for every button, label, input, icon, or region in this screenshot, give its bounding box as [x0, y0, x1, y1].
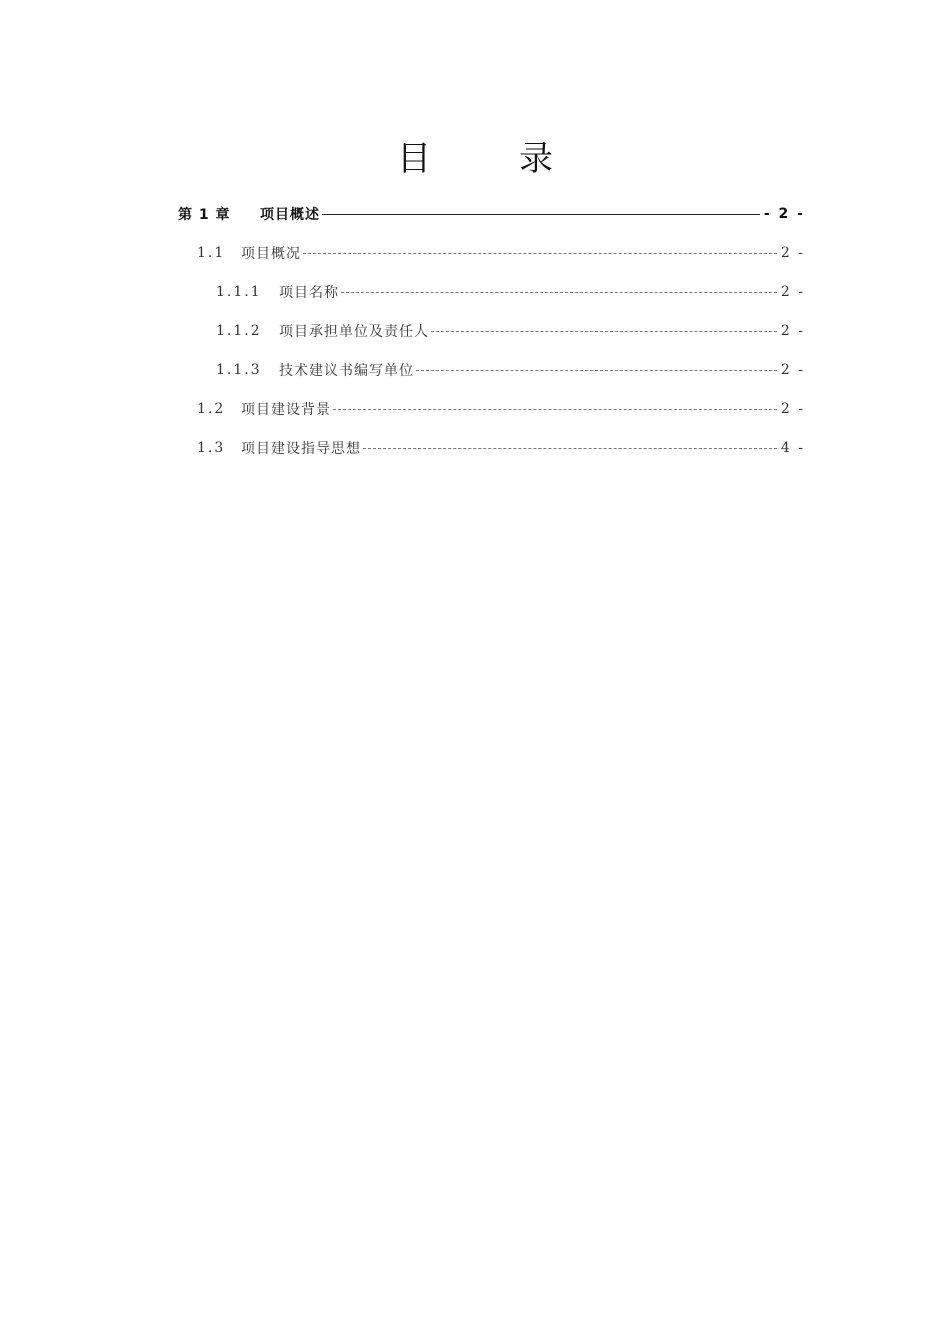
toc-entry-1-1-2[interactable] [216, 320, 805, 342]
toc-entry-title: 项目概述 [260, 207, 320, 223]
toc-entry-title: 项目名称 [279, 285, 339, 301]
toc-entry-page: - 2 - [763, 206, 805, 222]
toc-entry-page: 2 - [780, 245, 805, 261]
toc-heading [0, 136, 950, 182]
toc-leader-line [341, 292, 777, 293]
toc-entry-page: 2 - [780, 401, 805, 417]
toc-leader-line [333, 409, 777, 410]
toc-entry-1-3[interactable] [197, 437, 805, 459]
toc-entry-chapter-1[interactable] [178, 203, 805, 225]
toc-entry-number: 1.3 [197, 440, 226, 456]
toc-leader-line [322, 214, 760, 215]
toc-entry-page: 2 - [780, 362, 805, 378]
toc-leader-line [416, 370, 777, 371]
toc-entry-page: 2 - [780, 323, 805, 339]
toc-entry-1-1-1[interactable] [216, 281, 805, 303]
toc-heading-char-2: 录 [519, 139, 553, 179]
toc-entry-page: 4 - [780, 440, 805, 456]
toc-entry-title: 项目建设指导思想 [241, 441, 361, 457]
toc-entry-title: 项目概况 [241, 246, 301, 262]
toc-entry-1-1-3[interactable] [216, 359, 805, 381]
toc-leader-line [431, 331, 777, 332]
toc-entry-number: 第 1 章 [178, 207, 231, 223]
toc-entry-number: 1.1.2 [216, 323, 262, 339]
toc-entry-title: 项目建设背景 [241, 402, 331, 418]
toc-leader-line [303, 253, 777, 254]
toc-entry-title: 技术建议书编写单位 [279, 363, 414, 379]
toc-leader-line [363, 448, 777, 449]
toc-entry-number: 1.1.1 [216, 284, 262, 300]
toc-entry-1-1[interactable] [197, 242, 805, 264]
toc-entry-number: 1.1.3 [216, 362, 262, 378]
toc-entry-title: 项目承担单位及责任人 [279, 324, 429, 340]
toc-entry-number: 1.2 [197, 401, 226, 417]
toc-entry-1-2[interactable] [197, 398, 805, 420]
toc-heading-char-1: 目 [397, 139, 431, 179]
toc-entry-number: 1.1 [197, 245, 226, 261]
toc-entry-page: 2 - [780, 284, 805, 300]
